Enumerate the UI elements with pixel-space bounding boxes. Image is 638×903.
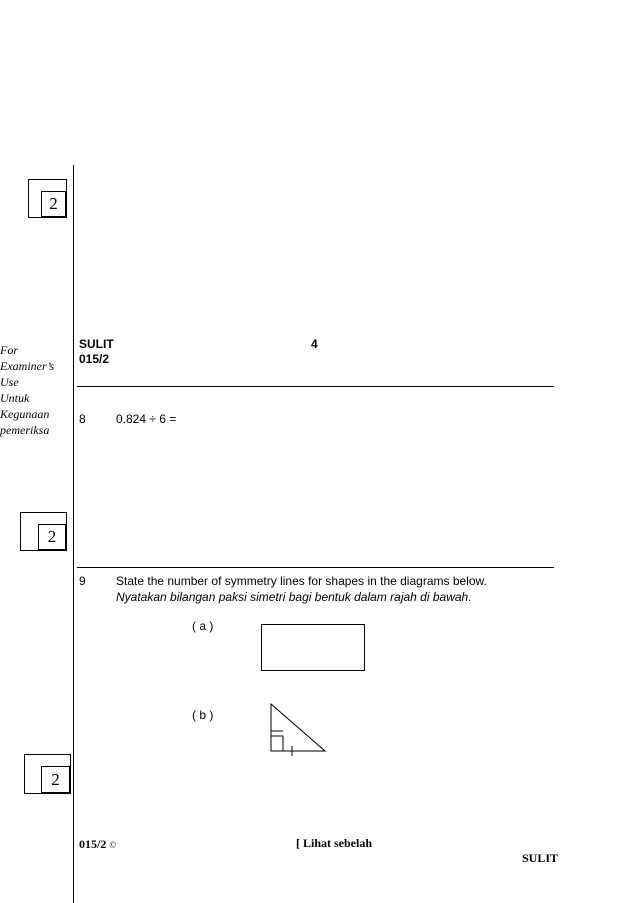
examiner-note-line: Examiner’s <box>0 359 55 373</box>
header-sulit: SULIT <box>79 337 114 351</box>
header-code: 015/2 <box>79 352 110 366</box>
examiner-note <box>0 342 54 438</box>
mark-box-q8: 2 <box>38 524 66 550</box>
page-number: 4 <box>311 337 318 351</box>
right-triangle-shape <box>266 700 330 760</box>
question-9-text-en: State the number of symmetry lines for shapes in the diagrams below. <box>116 574 487 588</box>
margin-line <box>73 165 74 903</box>
examiner-note-line: Untuk <box>0 391 30 405</box>
question-9-number: 9 <box>79 574 86 588</box>
question-rule <box>77 567 554 568</box>
question-8-number: 8 <box>79 412 86 426</box>
header-rule <box>77 386 554 387</box>
footer-code <box>79 837 116 852</box>
examiner-note-line: For <box>0 343 18 357</box>
question-9-text-ms: Nyatakan bilangan paksi simetri bagi bentuk dalam rajah di bawah. <box>116 590 472 604</box>
rectangle-shape <box>261 624 365 671</box>
examiner-note-line: Use <box>0 375 19 389</box>
footer-code-text: 015/2 <box>79 837 107 851</box>
examiner-note-line: Kegunaan <box>0 407 50 421</box>
question-8-expression: 0.824 ÷ 6 = <box>116 412 177 426</box>
copyright-symbol: © <box>109 840 117 850</box>
mark-box-top: 2 <box>41 191 66 217</box>
mark-box-q9: 2 <box>41 766 70 793</box>
examiner-note-line: pemeriksa <box>0 423 50 437</box>
footer-turn-over: [ Lihat sebelah <box>296 836 373 850</box>
footer-sulit: SULIT <box>522 851 559 865</box>
part-a-label: ( a ) <box>192 619 214 633</box>
part-b-label: ( b ) <box>192 708 214 722</box>
